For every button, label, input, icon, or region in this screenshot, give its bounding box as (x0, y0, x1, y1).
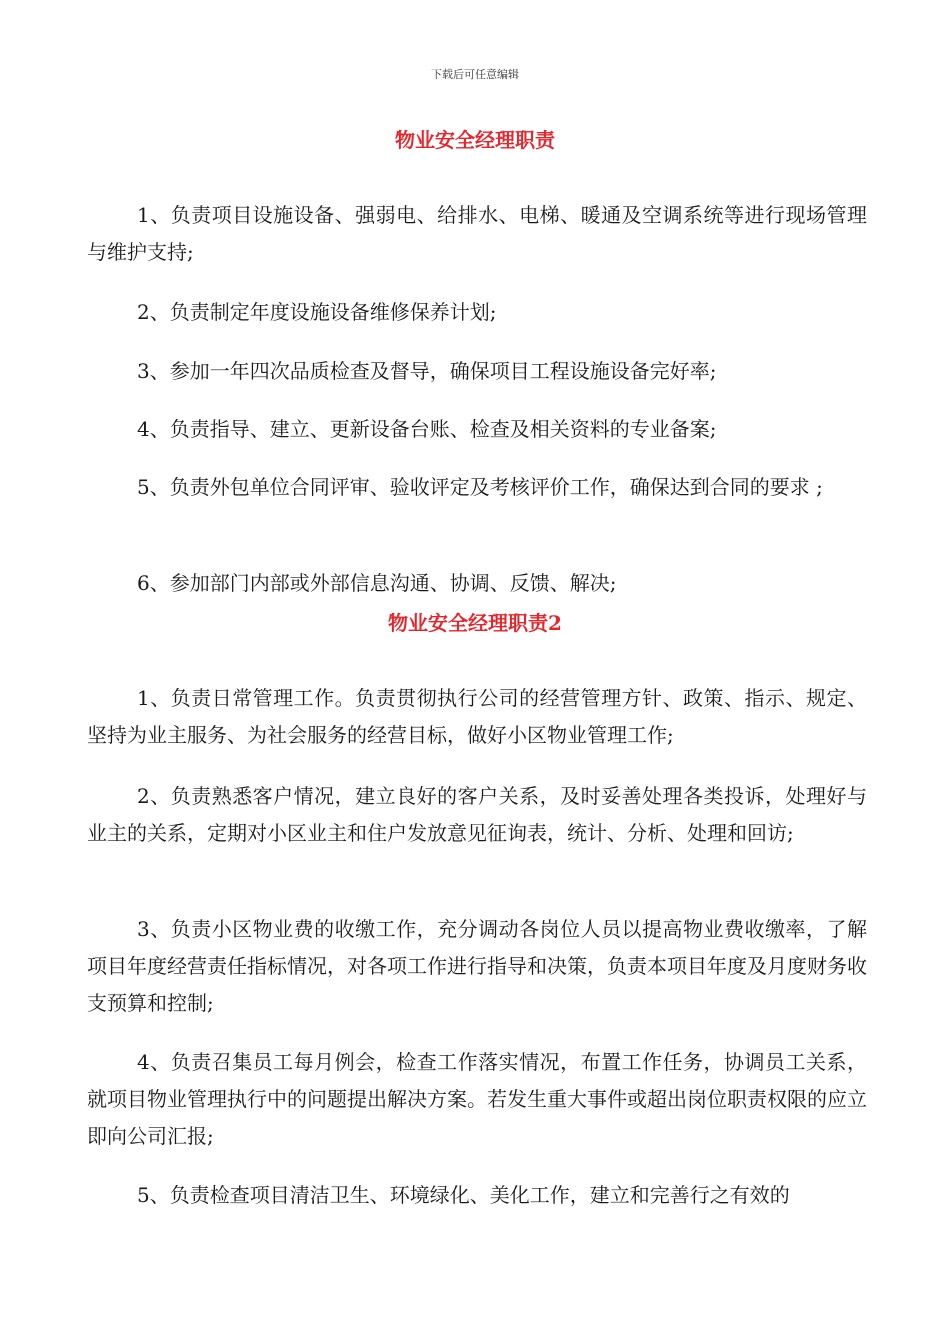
duty-paragraph: 3、参加一年四次品质检查及督导，确保项目工程设施设备完好率; (137, 359, 717, 383)
duty-paragraph: 1、负责日常管理工作。负责贯彻执行公司的经营管理方针、政策、指示、规定、坚持为业主服务、为社会服务的经营目标，做好小区物业管理工作; (87, 686, 867, 747)
duty-paragraph: 3、负责小区物业费的收缴工作，充分调动各岗位人员以提高物业费收缴率，了解项目年度经营责任指标情况，对各项工作进行指导和决策，负责本项目年度及月度财务收支预算和控制; (87, 917, 867, 1015)
duty-paragraph: 4、负责召集员工每月例会，检查工作落实情况，布置工作任务，协调员工关系，就项目物业管理执行中的问题提出解决方案。若发生重大事件或超出岗位职责权限的应立即向公司汇报; (87, 1050, 867, 1148)
duty-paragraph: 1、负责项目设施设备、强弱电、给排水、电梯、暖通及空调系统等进行现场管理与维护支持; (87, 203, 867, 264)
duty-paragraph: 4、负责指导、建立、更新设备台账、检查及相关资料的专业备案; (137, 417, 717, 441)
duty-paragraph: 6、参加部门内部或外部信息沟通、协调、反馈、解决; (137, 571, 617, 595)
duty-paragraph: 2、负责制定年度设施设备维修保养计划; (137, 300, 497, 324)
duty-paragraph: 5、负责检查项目清洁卫生、环境绿化、美化工作，建立和完善行之有效的 (137, 1183, 790, 1207)
page-header-note: 下载后可任意编辑 (431, 68, 519, 81)
section-title: 物业安全经理职责2 (388, 611, 562, 635)
duty-paragraph: 2、负责熟悉客户情况，建立良好的客户关系，及时妥善处理各类投诉，处理好与业主的关系，定期对小区业主和住户发放意见征询表，统计、分析、处理和回访; (87, 784, 867, 845)
duty-paragraph: 5、负责外包单位合同评审、验收评定及考核评价工作，确保达到合同的要求 ; (137, 475, 823, 499)
section-title: 物业安全经理职责 (395, 128, 555, 152)
